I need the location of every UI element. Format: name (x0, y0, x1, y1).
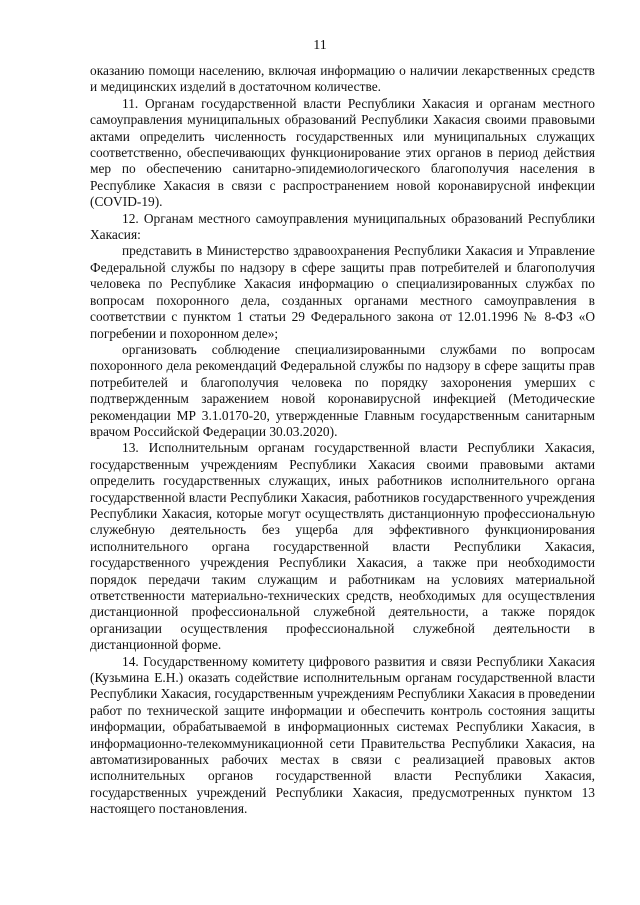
paragraph-item-11: 11. Органам государственной власти Республики Хакасия и органам местного самоуправления муниципальных образований Республики Хакасия своими правовыми актами определить численность государственных или муниципальных служащих соответственно, обеспечивающих функционирование этих органов в период действия мер по обеспечению санитарно-эпидемиологического благополучия населения в Республике Хакасия в связи с распространением новой коронавирусной инфекции (COVID-19). (90, 95, 595, 210)
paragraph-item-12-subitem-2: организовать соблюдение специализированными службами по вопросам похоронного дела рекомендаций Федеральной службы по надзору в сфере защиты прав потребителей и благополучия человека по порядку захоронения умерших с подтвержденным заражением новой коронавирусной инфекцией (Методические рекомендации МР 3.1.0170-20, утвержденные Главным государственным санитарным врачом Российской Федерации 30.03.2020). (90, 341, 595, 439)
paragraph-item-12: 12. Органам местного самоуправления муниципальных образований Республики Хакасия: (90, 210, 595, 243)
paragraph-item-13: 13. Исполнительным органам государственной власти Республики Хакасия, государственным учреждениям Республики Хакасия своими правовыми актами определить государственных служащих, иных работников исполнительного органа государственной власти Республики Хакасия, работников государственного учреждения Республики Хакасия, которые могут осуществлять дистанционную профессиональную служебную деятельность без ущерба для эффективного функционирования исполнительного органа государственной власти Республики Хакасия, государственного учреждения Республики Хакасия, а также при необходимости порядок передачи таким служащим и работникам на условиях материальной ответственности материально-технических средств, необходимых для осуществления дистанционной профессиональной служебной деятельности, а также порядок организации осуществления профессиональной служебной деятельности в дистанционной форме. (90, 440, 595, 653)
paragraph-continuation: оказанию помощи населению, включая информацию о наличии лекарственных средств и медицинских изделий в достаточном количестве. (90, 63, 595, 95)
paragraph-item-14: 14. Государственному комитету цифрового развития и связи Республики Хакасия (Кузьмина Е.Н.) оказать содействие исполнительным органам государственной власти Республики Хакасия, государственным учреждениям Республики Хакасия в проведении работ по технической защите информации и обеспечить контроль состояния защиты информации, обрабатываемой в информационных системах Республики Хакасия, в информационно-телекоммуникационной сети Правительства Республики Хакасия, на автоматизированных рабочих местах в связи с реализацией правовых актов исполнительных органов государственной власти Республики Хакасия, государственных учреждений Республики Хакасия, предусмотренных пунктом 13 настоящего постановления. (90, 653, 595, 817)
page-number: 11 (313, 38, 327, 53)
paragraph-item-12-subitem-1: представить в Министерство здравоохранения Республики Хакасия и Управление Федеральной службы по надзору в сфере защиты прав потребителей и благополучия человека по Республике Хакасия информацию о специализированных службах по вопросам похоронного дела, созданных органами местного самоуправления в соответствии с пунктом 1 статьи 29 Федерального закона от 12.01.1996 № 8-ФЗ «О погребении и похоронном деле»; (90, 243, 595, 341)
document-body (90, 63, 595, 818)
